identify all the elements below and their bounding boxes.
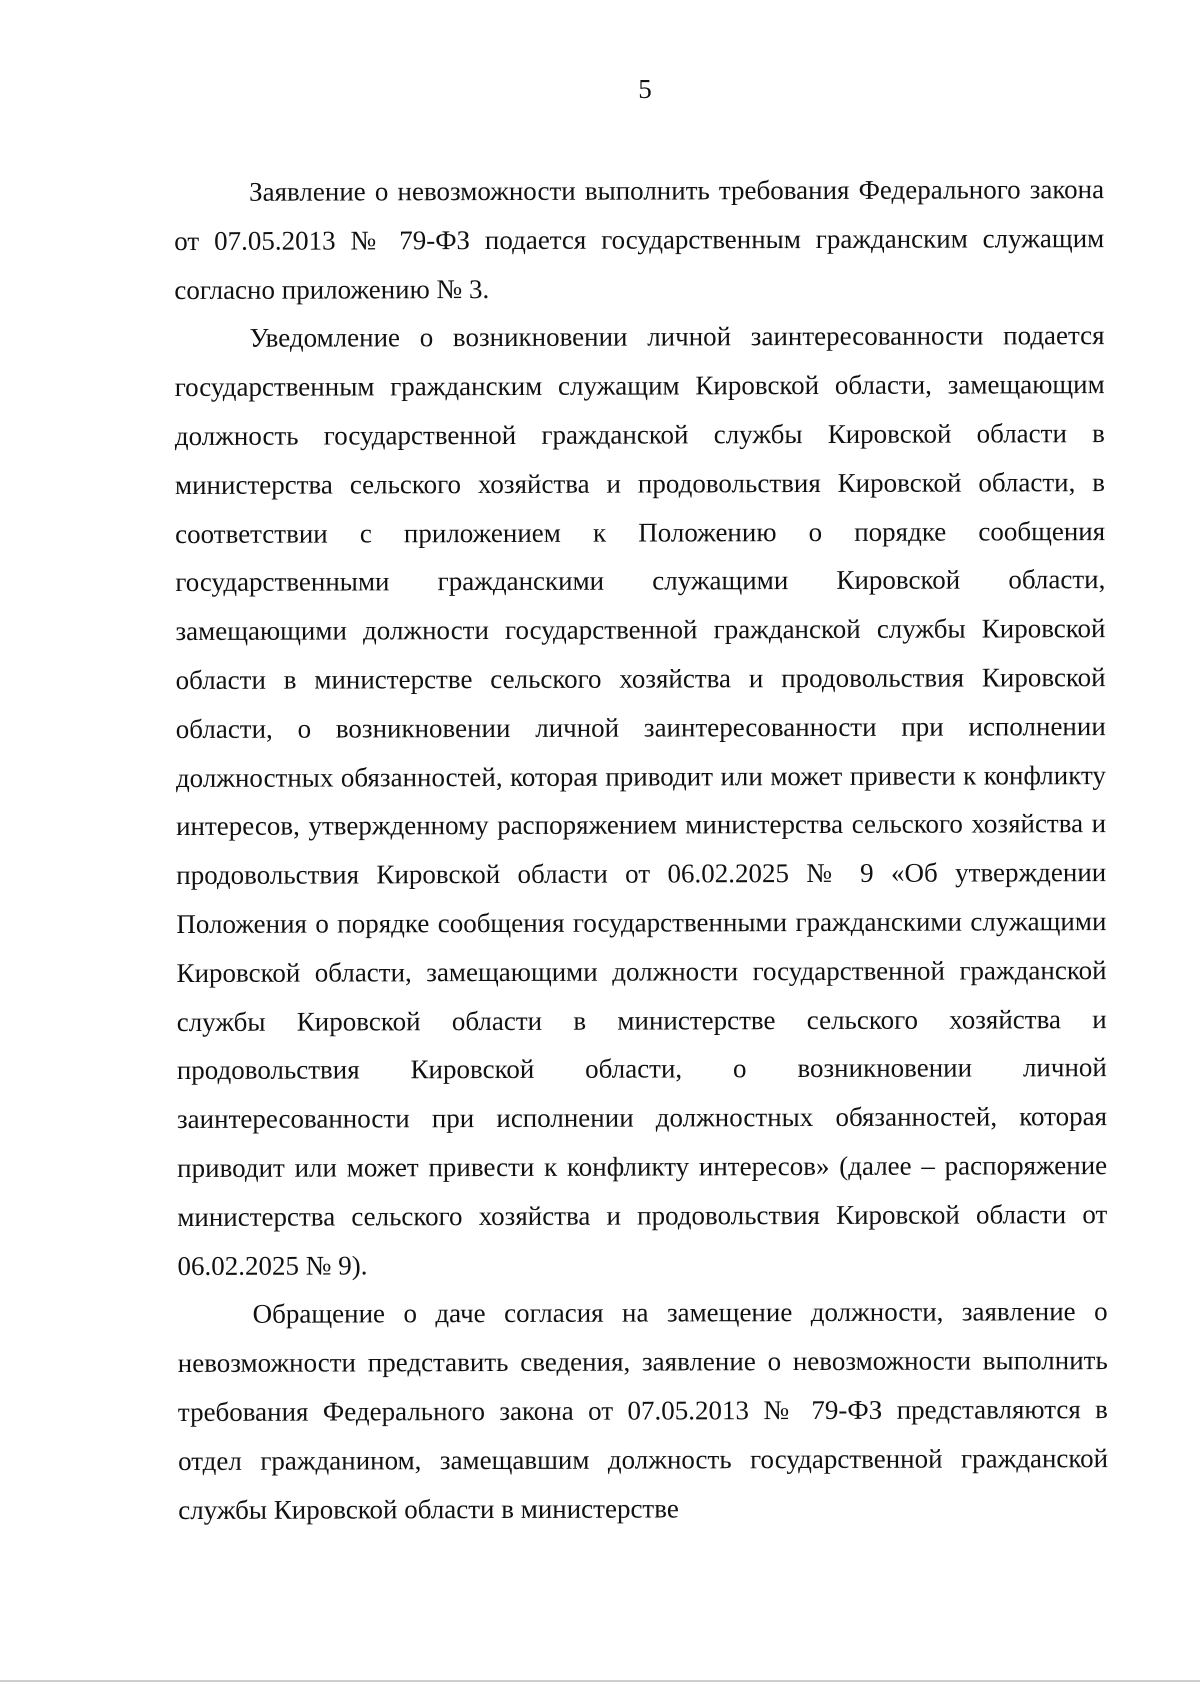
document-body	[174, 165, 1108, 1534]
paragraph-statement-impossibility: Заявление о невозможности выполнить требования Федерального закона от 07.05.2013 № 79-ФЗ подается государственным гражданским служащим согласно приложению № 3.	[174, 174, 1105, 305]
paragraph-notification-personal-interest: Уведомление о возникновении личной заинтересованности подается государственным гражданским служащим Кировской области, замещающим должность государственной гражданской службы Кировской области в министерства сельского хозяйства и продовольствия Кировской области, в соответствии с приложением к Положению о порядке сообщения государственными гражданскими служащими Кировской области, замещающими должности государственной гражданской службы Кировской области в министерстве сельского хозяйства и продовольствия Кировской области, о возникновении личной заинтересованности при исполнении должностных обязанностей, которая приводит или может привести к конфликту интересов, утвержденному распоряжением министерства сельского хозяйства и продовольствия Кировской области от 06.02.2025 № 9 «Об утверждении Положения о порядке сообщения государственными гражданскими служащими Кировской области, замещающими должности государственной гражданской службы Кировской области в министерстве сельского хозяйства и продовольствия Кировской области, о возникновении личной заинтересованности при исполнении должностных обязанностей, которая приводит или может привести к конфликту интересов» (далее – распоряжение министерства сельского хозяйства и продовольствия Кировской области от 06.02.2025 № 9).	[174, 320, 1108, 1281]
paragraph-consent-request: Обращение о даче согласия на замещение должности, заявление о невозможности представить сведения, заявление о невозможности выполнить требования Федерального закона от 07.05.2013 № 79-ФЗ представляются в отдел гражданином, замещавшим должность государственной гражданской службы Кировской области в министерстве	[177, 1296, 1109, 1525]
scan-bottom-edge	[0, 1680, 1200, 1682]
page-number: 5	[638, 74, 652, 104]
